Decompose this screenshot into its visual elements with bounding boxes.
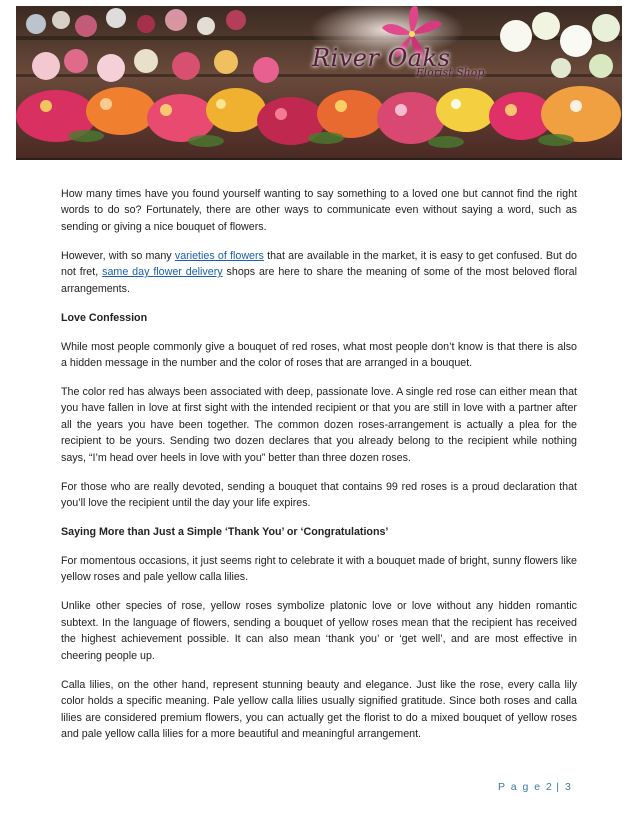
page-footer bbox=[498, 781, 571, 793]
article-body bbox=[61, 186, 577, 755]
page-separator: | bbox=[556, 781, 561, 793]
paragraph-varieties bbox=[61, 248, 577, 297]
paragraph-calla-lilies: Calla lilies, on the other hand, represent stunning beauty and elegance. Just like the rose, every calla lily color holds a specific meaning. Pale yellow calla lilies usually signified gratitude. Since both roses and calla lilies are considered premium flowers, you can actually get the florist to do a mixed bouquet of yellow roses and pale yellow calla lilies for a more beautiful and meaningful arrangement. bbox=[61, 678, 577, 740]
same-day-flower-delivery-link[interactable]: same day flower delivery bbox=[102, 266, 223, 279]
heading-thank-you: Saying More than Just a Simple ‘Thank You’ or ‘Congratulations’ bbox=[61, 526, 389, 539]
header-banner bbox=[16, 6, 622, 160]
logo-subtext: Florist Shop bbox=[416, 66, 485, 79]
page-number: 2 bbox=[546, 781, 552, 793]
page-total: 3 bbox=[564, 781, 571, 793]
text-span: that are available in the market, it is easy to get confused. But do not fret, bbox=[61, 249, 577, 279]
paragraph-99-roses: For those who are really devoted, sending a bouquet that contains 99 red roses is a proud declaration that you’ll love the recipient until the day your life expires. bbox=[61, 480, 577, 510]
text-span: shops are here to share the meaning of some of the most beloved floral arrangements. bbox=[61, 266, 577, 295]
varieties-of-flowers-link[interactable]: varieties of flowers bbox=[174, 249, 264, 262]
paragraph-intro: How many times have you found yourself wanting to say something to a loved one but cannot find the right words to do so? Fortunately, there are other ways to communicate even without saying a word, such as sending or giving a nice bouquet of flowers. bbox=[61, 188, 577, 233]
paragraph-red-meaning: The color red has always been associated with deep, passionate love. A single red rose can either mean that you have fallen in love at first sight with the intended recipient or that you are still in love with a partner after all the years you have been together. The common dozen roses-arrangement is actually a plea for the recipient to be yours. Sending two dozen declares that you already belong to the recipient while nothing says, “I’m head over heels in love with you” better than three dozen roses. bbox=[61, 386, 577, 464]
paragraph-momentous: For momentous occasions, it just seems right to celebrate it with a bouquet made of bright, sunny flowers like yellow roses and pale yellow calla lilies. bbox=[61, 555, 577, 584]
logo-text: River Oaks bbox=[312, 44, 451, 72]
page-word: P a g e bbox=[498, 781, 542, 793]
paragraph-yellow-roses: Unlike other species of rose, yellow roses symbolize platonic love or love without any hidden romantic subtext. In the language of flowers, sending a bouquet of yellow roses mean that the recipient has received the highest achievement possible. It can also mean ‘thank you’ or ‘get well’, and are most effective in cheering people up. bbox=[61, 600, 577, 662]
heading-love-confession: Love Confession bbox=[61, 311, 148, 324]
text-span: However, with so many bbox=[61, 249, 175, 262]
paragraph-red-roses: While most people commonly give a bouquet of red roses, what most people don’t know is that there is also a hidden message in the number and the color of roses that are arranged in a bouquet. bbox=[61, 340, 577, 370]
flower-shop-photo bbox=[16, 6, 622, 158]
